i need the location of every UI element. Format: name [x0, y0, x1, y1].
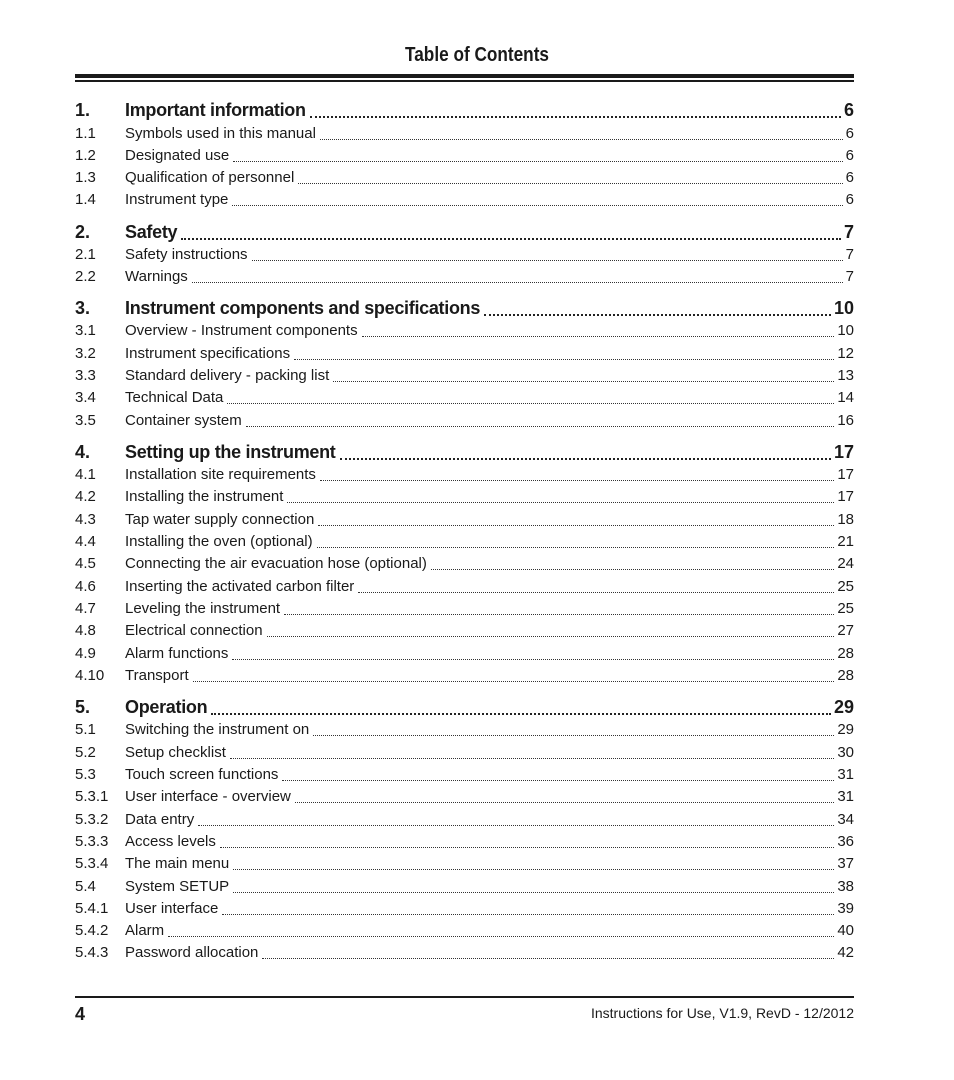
- toc-entry-title: Instrument specifications: [125, 345, 291, 362]
- toc-entry-page: 36: [837, 833, 854, 850]
- toc-section-entry[interactable]: [75, 900, 854, 920]
- dot-leader: [230, 757, 834, 759]
- toc-entry-title: Transport: [125, 667, 189, 684]
- toc-entry-page: 7: [843, 222, 854, 242]
- toc-entry-number: 5.1: [75, 721, 96, 738]
- dot-leader: [211, 712, 831, 715]
- toc-entry-title: Setup checklist: [125, 744, 226, 761]
- toc-entry-page: 28: [837, 645, 854, 662]
- toc-entry-number: 4.6: [75, 578, 96, 595]
- toc-entry-number: 1.3: [75, 169, 96, 186]
- toc-entry-number: 4.: [75, 442, 91, 462]
- header-rule-thin: [75, 80, 854, 82]
- toc-entry-number: 1.1: [75, 125, 96, 142]
- toc-chapter-entry[interactable]: [75, 697, 854, 721]
- toc-entry-title: Switching the instrument on: [125, 721, 310, 738]
- toc-entry-page: 6: [845, 169, 854, 186]
- toc-entry-page: 17: [833, 442, 854, 462]
- toc-entry-page: 6: [845, 191, 854, 208]
- toc-entry-title: Operation: [125, 697, 208, 717]
- dot-leader: [284, 613, 834, 615]
- toc-section-entry[interactable]: [75, 622, 854, 642]
- toc-section-entry[interactable]: [75, 788, 854, 808]
- toc-entry-title: Electrical connection: [125, 622, 263, 639]
- toc-entry-number: 4.8: [75, 622, 96, 639]
- dot-leader: [333, 380, 834, 382]
- dot-leader: [320, 138, 843, 140]
- toc-entry-number: 3.5: [75, 412, 96, 429]
- toc-entry-number: 5.3.3: [75, 833, 109, 850]
- toc-entry-number: 4.3: [75, 511, 96, 528]
- toc-section-entry[interactable]: [75, 645, 854, 665]
- toc-entry-page: 17: [837, 466, 854, 483]
- toc-entry-page: 39: [837, 900, 854, 917]
- toc-section-entry[interactable]: [75, 600, 854, 620]
- dot-leader: [320, 479, 834, 481]
- toc-entry-number: 2.: [75, 222, 91, 242]
- toc-section-entry[interactable]: [75, 125, 854, 145]
- dot-leader: [294, 358, 834, 360]
- dot-leader: [181, 237, 841, 240]
- dot-leader: [267, 635, 835, 637]
- toc-chapter-entry[interactable]: [75, 298, 854, 322]
- toc-entry-number: 1.4: [75, 191, 96, 208]
- dot-leader: [310, 115, 841, 118]
- dot-leader: [233, 868, 834, 870]
- toc-entry-title: Instrument type: [125, 191, 229, 208]
- toc-entry-number: 4.10: [75, 667, 105, 684]
- dot-leader: [313, 734, 834, 736]
- dot-leader: [358, 591, 834, 593]
- document-version: Instructions for Use, V1.9, RevD - 12/2012: [590, 1005, 854, 1021]
- toc-entry-page: 17: [837, 488, 854, 505]
- dot-leader: [233, 891, 834, 893]
- toc-entry-number: 4.7: [75, 600, 96, 617]
- toc-entry-page: 37: [837, 855, 854, 872]
- toc-section-entry[interactable]: [75, 922, 854, 942]
- dot-leader: [193, 680, 835, 682]
- toc-entry-number: 5.4.3: [75, 944, 109, 961]
- dot-leader: [220, 846, 834, 848]
- dot-leader: [198, 824, 834, 826]
- toc-entry-number: 5.: [75, 697, 91, 717]
- toc-section-entry[interactable]: [75, 191, 854, 211]
- toc-entry-page: 30: [837, 744, 854, 761]
- toc-entry-page: 25: [837, 578, 854, 595]
- toc-entry-title: Inserting the activated carbon filter: [125, 578, 355, 595]
- dot-leader: [192, 281, 843, 283]
- toc-chapter-entry[interactable]: [75, 222, 854, 246]
- toc-entry-page: 24: [837, 555, 854, 572]
- toc-entry-number: 2.1: [75, 246, 96, 263]
- toc-entry-page: 14: [837, 389, 854, 406]
- dot-leader: [317, 546, 835, 548]
- toc-entry-page: 6: [845, 125, 854, 142]
- dot-leader: [252, 259, 843, 261]
- toc-entry-title: Data entry: [125, 811, 195, 828]
- toc-section-entry[interactable]: [75, 389, 854, 409]
- toc-section-entry[interactable]: [75, 944, 854, 964]
- header-rule-thick: [75, 74, 854, 78]
- toc-section-entry[interactable]: [75, 533, 854, 553]
- toc-entry-number: 4.5: [75, 555, 96, 572]
- toc-entry-title: Symbols used in this manual: [125, 125, 316, 142]
- toc-entry-page: 13: [837, 367, 854, 384]
- dot-leader: [233, 160, 842, 162]
- toc-section-entry[interactable]: [75, 511, 854, 531]
- dot-leader: [431, 568, 834, 570]
- toc-entry-number: 1.2: [75, 147, 96, 164]
- toc-entry-page: 29: [833, 697, 854, 717]
- toc-entry-title: Alarm functions: [125, 645, 229, 662]
- footer-rule: [75, 996, 854, 998]
- toc-entry-number: 4.4: [75, 533, 96, 550]
- toc-section-entry[interactable]: [75, 488, 854, 508]
- toc-entry-title: Connecting the air evacuation hose (optional): [125, 555, 427, 572]
- page-number: 4: [75, 1004, 86, 1024]
- toc-entry-title: Important information: [125, 100, 306, 120]
- toc-entry-page: 16: [837, 412, 854, 429]
- toc-section-entry[interactable]: [75, 855, 854, 875]
- toc-entry-page: 28: [837, 667, 854, 684]
- toc-section-entry[interactable]: [75, 147, 854, 167]
- toc-entry-page: 18: [837, 511, 854, 528]
- toc-entry-number: 5.4.2: [75, 922, 109, 939]
- toc-entry-number: 5.2: [75, 744, 96, 761]
- toc-entry-title: Safety: [125, 222, 178, 242]
- toc-entry-number: 4.2: [75, 488, 96, 505]
- toc-entry-page: 7: [845, 246, 854, 263]
- toc-entry-title: Technical Data: [125, 389, 224, 406]
- toc-entry-number: 2.2: [75, 268, 96, 285]
- toc-entry-title: Installation site requirements: [125, 466, 316, 483]
- toc-entry-title: Leveling the instrument: [125, 600, 281, 617]
- toc-section-entry[interactable]: [75, 744, 854, 764]
- toc-entry-title: The main menu: [125, 855, 230, 872]
- toc-section-entry[interactable]: [75, 412, 854, 432]
- toc-entry-title: Installing the oven (optional): [125, 533, 313, 550]
- toc-chapter-entry[interactable]: [75, 100, 854, 124]
- dot-leader: [362, 335, 835, 337]
- toc-entry-page: 7: [845, 268, 854, 285]
- toc-section-entry[interactable]: [75, 766, 854, 786]
- toc-entry-page: 31: [837, 788, 854, 805]
- dot-leader: [318, 524, 834, 526]
- toc-entry-number: 3.2: [75, 345, 96, 362]
- toc-entry-number: 3.4: [75, 389, 96, 406]
- toc-entry-title: Installing the instrument: [125, 488, 284, 505]
- dot-leader: [298, 182, 842, 184]
- toc-entry-title: Warnings: [125, 268, 188, 285]
- toc-section-entry[interactable]: [75, 811, 854, 831]
- toc-entry-page: 10: [837, 322, 854, 339]
- toc-entry-page: 42: [837, 944, 854, 961]
- toc-entry-number: 5.3.2: [75, 811, 109, 828]
- page-title: Table of Contents: [405, 44, 549, 66]
- dot-leader: [232, 658, 834, 660]
- toc-section-entry[interactable]: [75, 322, 854, 342]
- toc-section-entry[interactable]: [75, 268, 854, 288]
- toc-entry-page: 12: [837, 345, 854, 362]
- toc-entry-number: 3.1: [75, 322, 96, 339]
- toc-entry-title: Access levels: [125, 833, 216, 850]
- toc-entry-title: User interface: [125, 900, 219, 917]
- toc-entry-title: User interface - overview: [125, 788, 291, 805]
- toc-entry-page: 40: [837, 922, 854, 939]
- toc-entry-title: Overview - Instrument components: [125, 322, 358, 339]
- toc-entry-title: Standard delivery - packing list: [125, 367, 330, 384]
- toc-entry-page: 29: [837, 721, 854, 738]
- toc-entry-number: 4.9: [75, 645, 96, 662]
- dot-leader: [282, 779, 834, 781]
- dot-leader: [232, 204, 842, 206]
- dot-leader: [340, 457, 831, 460]
- dot-leader: [246, 425, 835, 427]
- toc-entry-page: 21: [837, 533, 854, 550]
- toc-entry-number: 5.4: [75, 878, 96, 895]
- toc-entry-page: 38: [837, 878, 854, 895]
- toc-section-entry[interactable]: [75, 345, 854, 365]
- toc-section-entry[interactable]: [75, 878, 854, 898]
- dot-leader: [287, 501, 834, 503]
- toc-section-entry[interactable]: [75, 466, 854, 486]
- dot-leader: [295, 801, 834, 803]
- toc-entry-title: Instrument components and specifications: [125, 298, 481, 318]
- toc-section-entry[interactable]: [75, 578, 854, 598]
- toc-section-entry[interactable]: [75, 721, 854, 741]
- dot-leader: [484, 313, 831, 316]
- dot-leader: [262, 957, 834, 959]
- toc-entry-number: 1.: [75, 100, 91, 120]
- toc-entry-title: Tap water supply connection: [125, 511, 315, 528]
- toc-section-entry[interactable]: [75, 367, 854, 387]
- toc-section-entry[interactable]: [75, 667, 854, 687]
- dot-leader: [168, 935, 834, 937]
- dot-leader: [222, 913, 834, 915]
- toc-entry-title: System SETUP: [125, 878, 230, 895]
- toc-entry-page: 34: [837, 811, 854, 828]
- toc-entry-number: 5.3: [75, 766, 96, 783]
- toc-entry-page: 25: [837, 600, 854, 617]
- toc-entry-page: 6: [845, 147, 854, 164]
- toc-entry-page: 27: [837, 622, 854, 639]
- toc-section-entry[interactable]: [75, 246, 854, 266]
- toc-section-entry[interactable]: [75, 833, 854, 853]
- toc-entry-number: 5.4.1: [75, 900, 109, 917]
- toc-section-entry[interactable]: [75, 555, 854, 575]
- toc-entry-title: Qualification of personnel: [125, 169, 295, 186]
- toc-section-entry[interactable]: [75, 169, 854, 189]
- toc-entry-number: 5.3.1: [75, 788, 109, 805]
- toc-entry-title: Password allocation: [125, 944, 259, 961]
- toc-entry-title: Alarm: [125, 922, 165, 939]
- toc-entry-page: 31: [837, 766, 854, 783]
- toc-chapter-entry[interactable]: [75, 442, 854, 466]
- toc-entry-number: 5.3.4: [75, 855, 109, 872]
- toc-entry-page: 6: [843, 100, 854, 120]
- toc-entry-title: Touch screen functions: [125, 766, 279, 783]
- toc-entry-number: 3.3: [75, 367, 96, 384]
- toc-entry-title: Setting up the instrument: [125, 442, 336, 462]
- toc-entry-title: Safety instructions: [125, 246, 248, 263]
- toc-entry-title: Container system: [125, 412, 242, 429]
- toc-entry-title: Designated use: [125, 147, 230, 164]
- toc-entry-page: 10: [833, 298, 854, 318]
- toc-entry-number: 3.: [75, 298, 91, 318]
- dot-leader: [227, 402, 834, 404]
- toc-entry-number: 4.1: [75, 466, 96, 483]
